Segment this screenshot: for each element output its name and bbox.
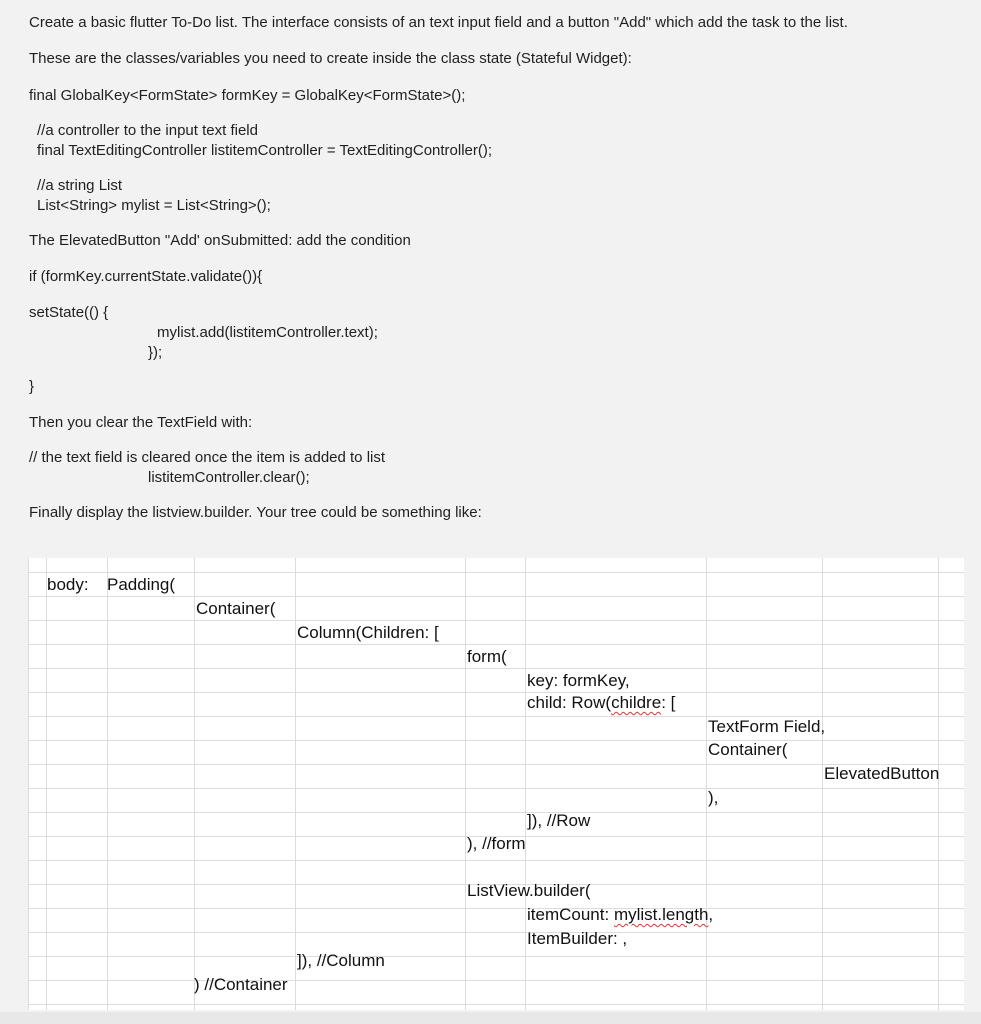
tree-row-close: ]), //Row [527, 811, 591, 830]
tree-elevated-button: ElevatedButton [824, 764, 940, 783]
tree-child-word: childre [611, 693, 662, 712]
intro-text: Create a basic flutter To-Do list. The interface consists of an text input field and a button "Add" which add the task to the list. [29, 14, 848, 31]
classes-note: These are the classes/variables you need to create inside the class state (Stateful Widget): [29, 50, 632, 67]
tree-child-prefix: child: Row( [527, 693, 612, 712]
tree-itemcount-word: mylist.length [613, 905, 709, 924]
tree-form-close: ), //form [467, 834, 526, 853]
clear-code: listitemController.clear(); [148, 469, 310, 486]
tree-column: Column(Children: [ [297, 623, 439, 642]
controller-comment: //a controller to the input text field [37, 122, 258, 139]
tree-textform-field: TextForm Field, [708, 717, 826, 736]
tree-container-close: ) //Container [194, 975, 288, 994]
formkey-code: final GlobalKey<FormState> formKey = GlobalKey<FormState>(); [29, 87, 466, 104]
tree-key: key: formKey, [527, 671, 630, 690]
tree-itembuilder: ItemBuilder: , [527, 929, 628, 948]
tree-body: body: [47, 575, 89, 594]
setstate-code: setState(() { [29, 304, 109, 321]
final-note: Finally display the listview.builder. Your tree could be something like: [29, 504, 482, 521]
button-note: The ElevatedButton "Add' onSubmitted: add the condition [29, 232, 411, 249]
tree-padding: Padding( [107, 575, 176, 594]
tree-itemcount-suffix: , [708, 905, 714, 924]
widget-tree-grid [28, 558, 964, 1010]
tree-form: form( [467, 647, 507, 666]
tree-inner-close: ), [708, 788, 719, 807]
tree-child-suffix: : [ [661, 693, 676, 712]
tree-column-close: ]), //Column [297, 951, 385, 970]
tree-inner-container: Container( [708, 740, 788, 759]
tree-listview-builder: ListView.builder( [467, 881, 591, 900]
list-comment: //a string List [37, 177, 123, 194]
controller-code: final TextEditingController listitemController = TextEditingController(); [37, 142, 493, 159]
if-close: } [29, 378, 35, 395]
clear-note: Then you clear the TextField with: [29, 414, 253, 431]
add-code: mylist.add(listitemController.text); [157, 324, 378, 341]
tree-child-row [527, 693, 675, 713]
tree-itemcount [527, 905, 713, 925]
tree-itemcount-prefix: itemCount: [527, 905, 614, 924]
clear-comment: // the text field is cleared once the item is added to list [29, 449, 386, 466]
setstate-close: }); [148, 344, 163, 361]
list-code: List<String> mylist = List<String>(); [37, 197, 271, 214]
if-code: if (formKey.currentState.validate()){ [29, 268, 263, 285]
bottom-edge [0, 1012, 981, 1024]
tree-container: Container( [196, 599, 276, 618]
